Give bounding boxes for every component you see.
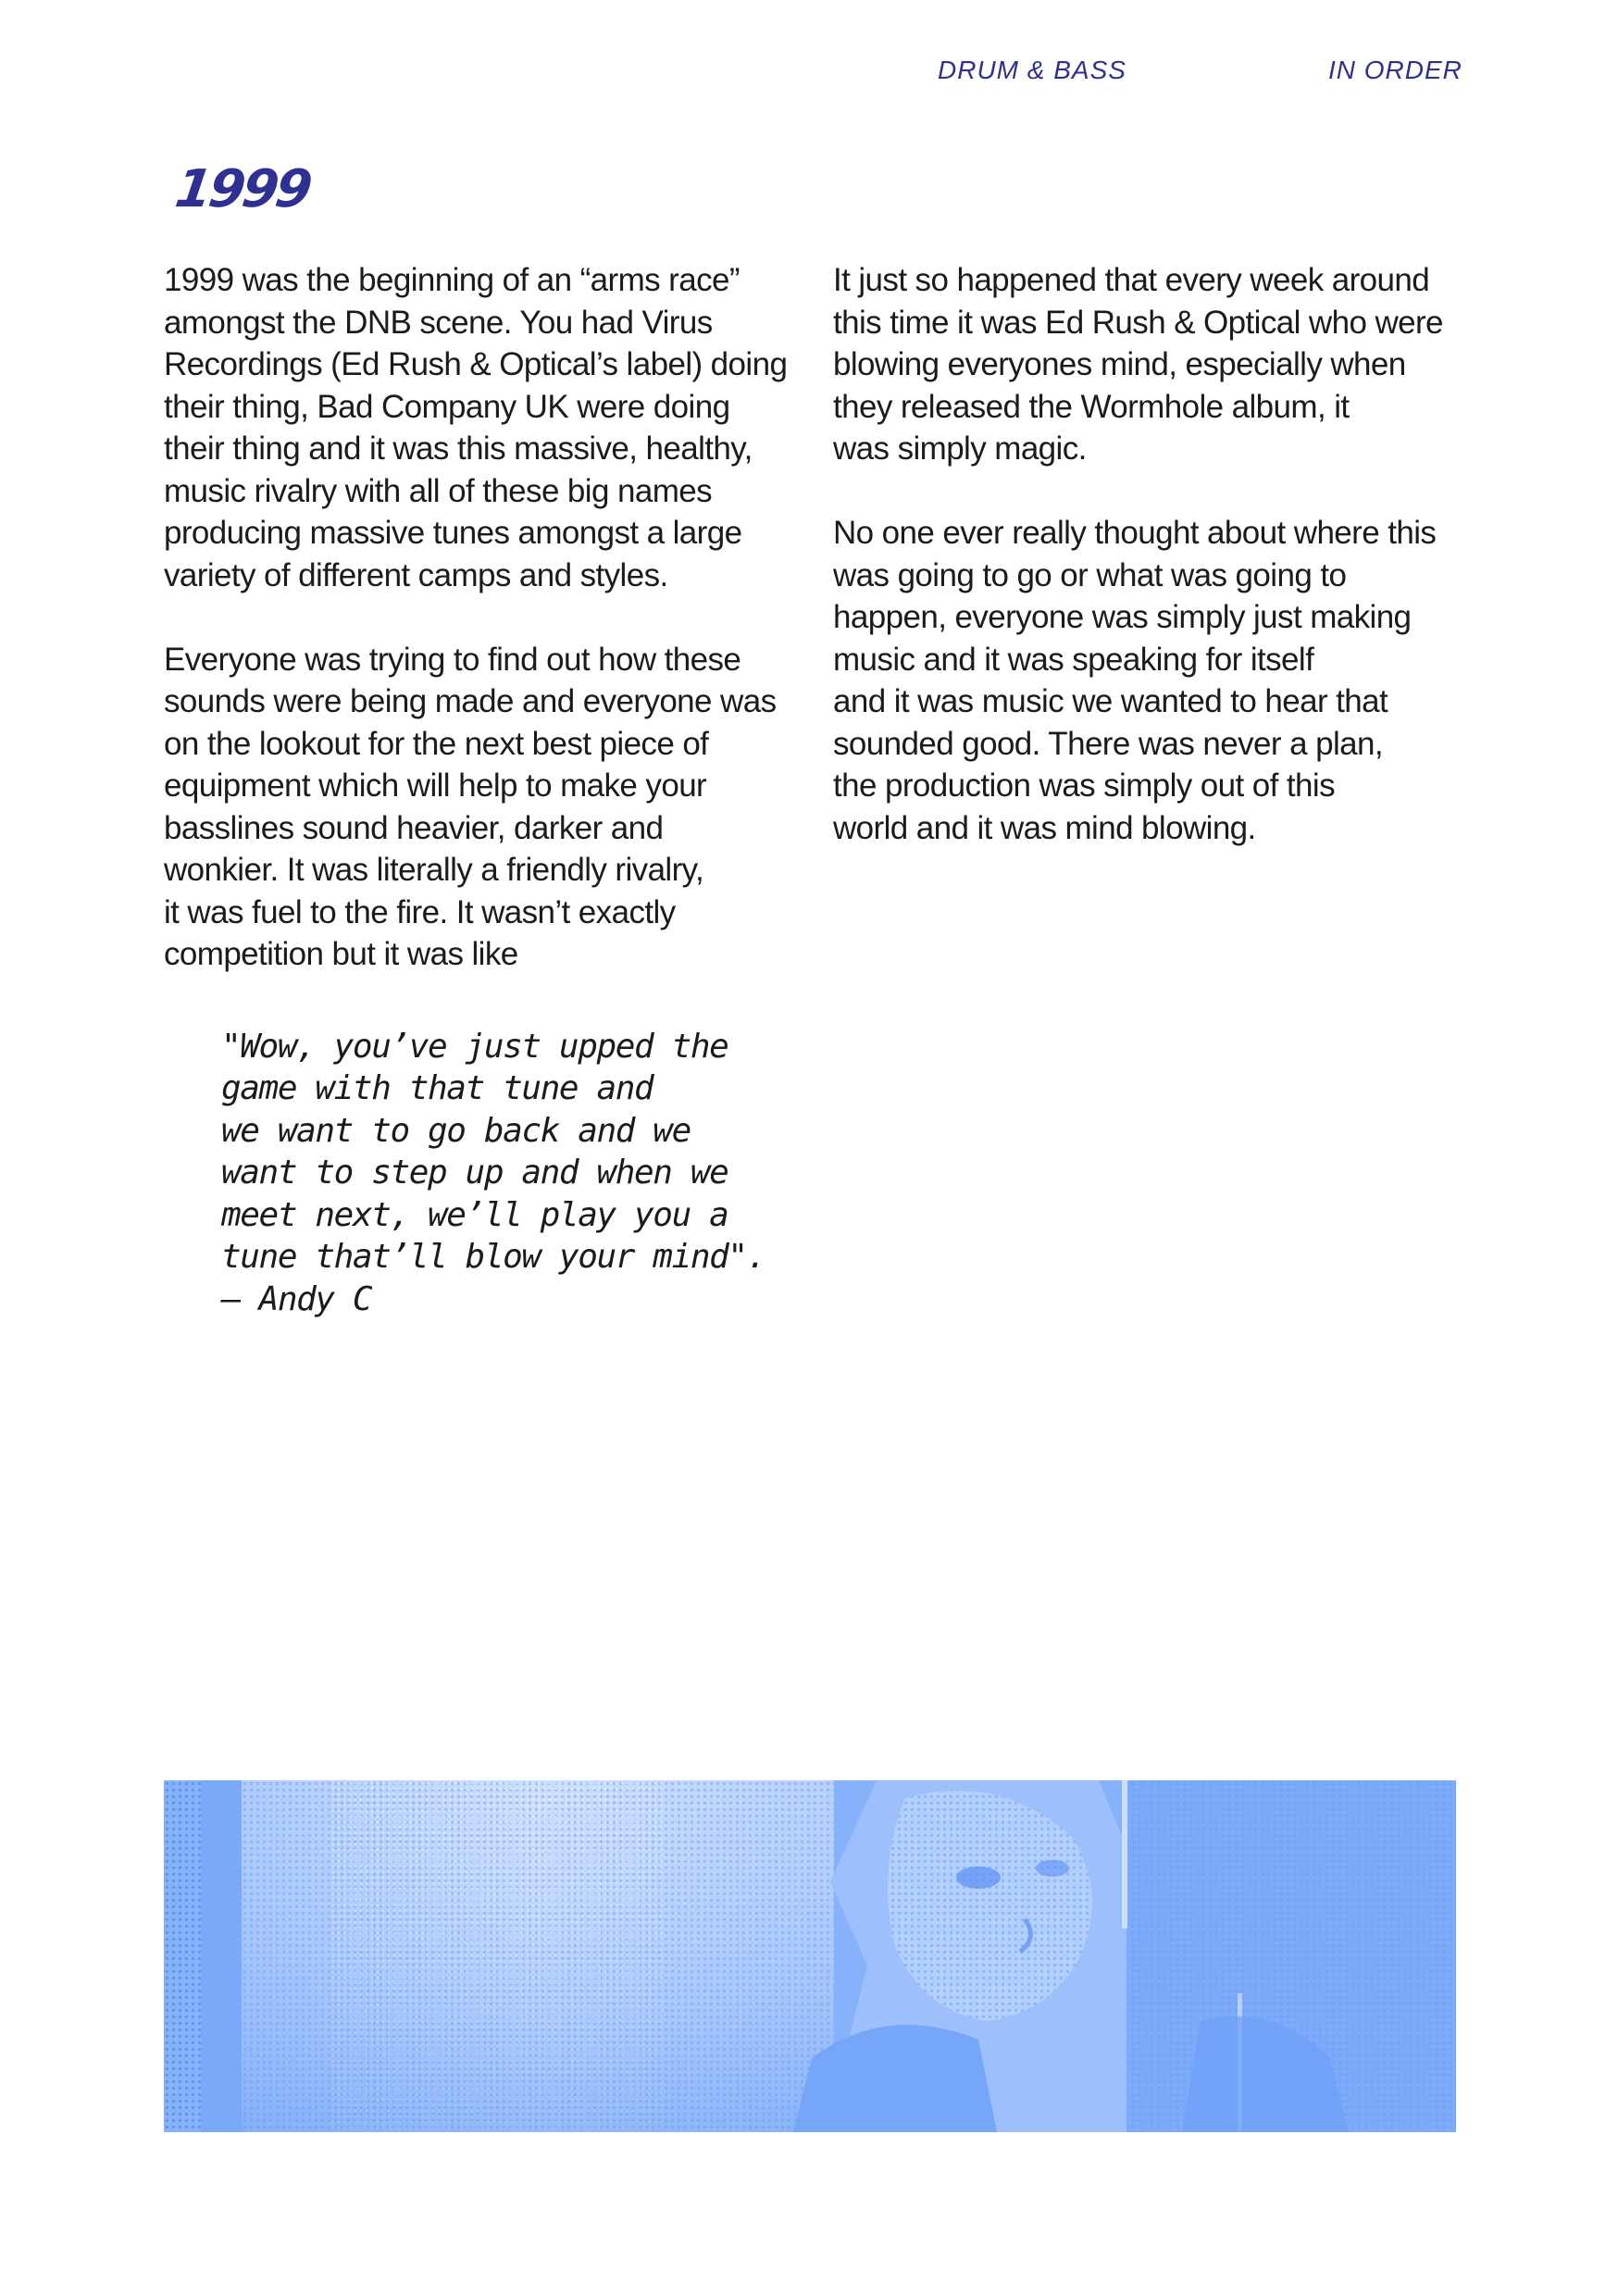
body-paragraph: Everyone was trying to find out how these sounds were being made and everyone was on the lookout for the next best piece of equipment which will help to make your basslines sound heavier, darker and wonkier. It was literally a friendly rivalry, it was fuel to the fire. It wasn’t exactly competition but it was like (164, 641, 777, 972)
body-paragraph: No one ever really thought about where this was going to go or what was going to happen, everyone was simply just making music and it was speaking for itself and it was music we wanted to hear that sounded good. There was never a plan, the production was simply out of this world and it was mind blowing. (833, 515, 1437, 846)
page-title: 1999 (171, 159, 314, 219)
body-paragraph: It just so happened that every week around this time it was Ed Rush & Optical who were blowing everyones mind, especially when they released the Wormhole album, it was simply magic. (833, 262, 1443, 467)
running-head-section: DRUM & BASS (938, 56, 1126, 84)
pull-quote: "Wow, you’ve just upped the game with that tune and we want to go back and we want to step up and when we meet next, we’ll play you a tune that’ll blow your mind". — Andy C (221, 1027, 765, 1318)
halftone-photo (164, 1780, 1456, 2132)
body-paragraph: 1999 was the beginning of an “arms race” amongst the DNB scene. You had Virus Recordings (Ed Rush & Optical’s label) doing their thing, Bad Company UK were doing their thing and it was this massive, healthy, music rivalry with all of these big names producing massive tunes amongst a large variety of different camps and styles. (164, 262, 788, 593)
right-column (833, 259, 1462, 849)
running-head-subsection: IN ORDER (1328, 56, 1462, 84)
left-column (164, 259, 793, 1320)
